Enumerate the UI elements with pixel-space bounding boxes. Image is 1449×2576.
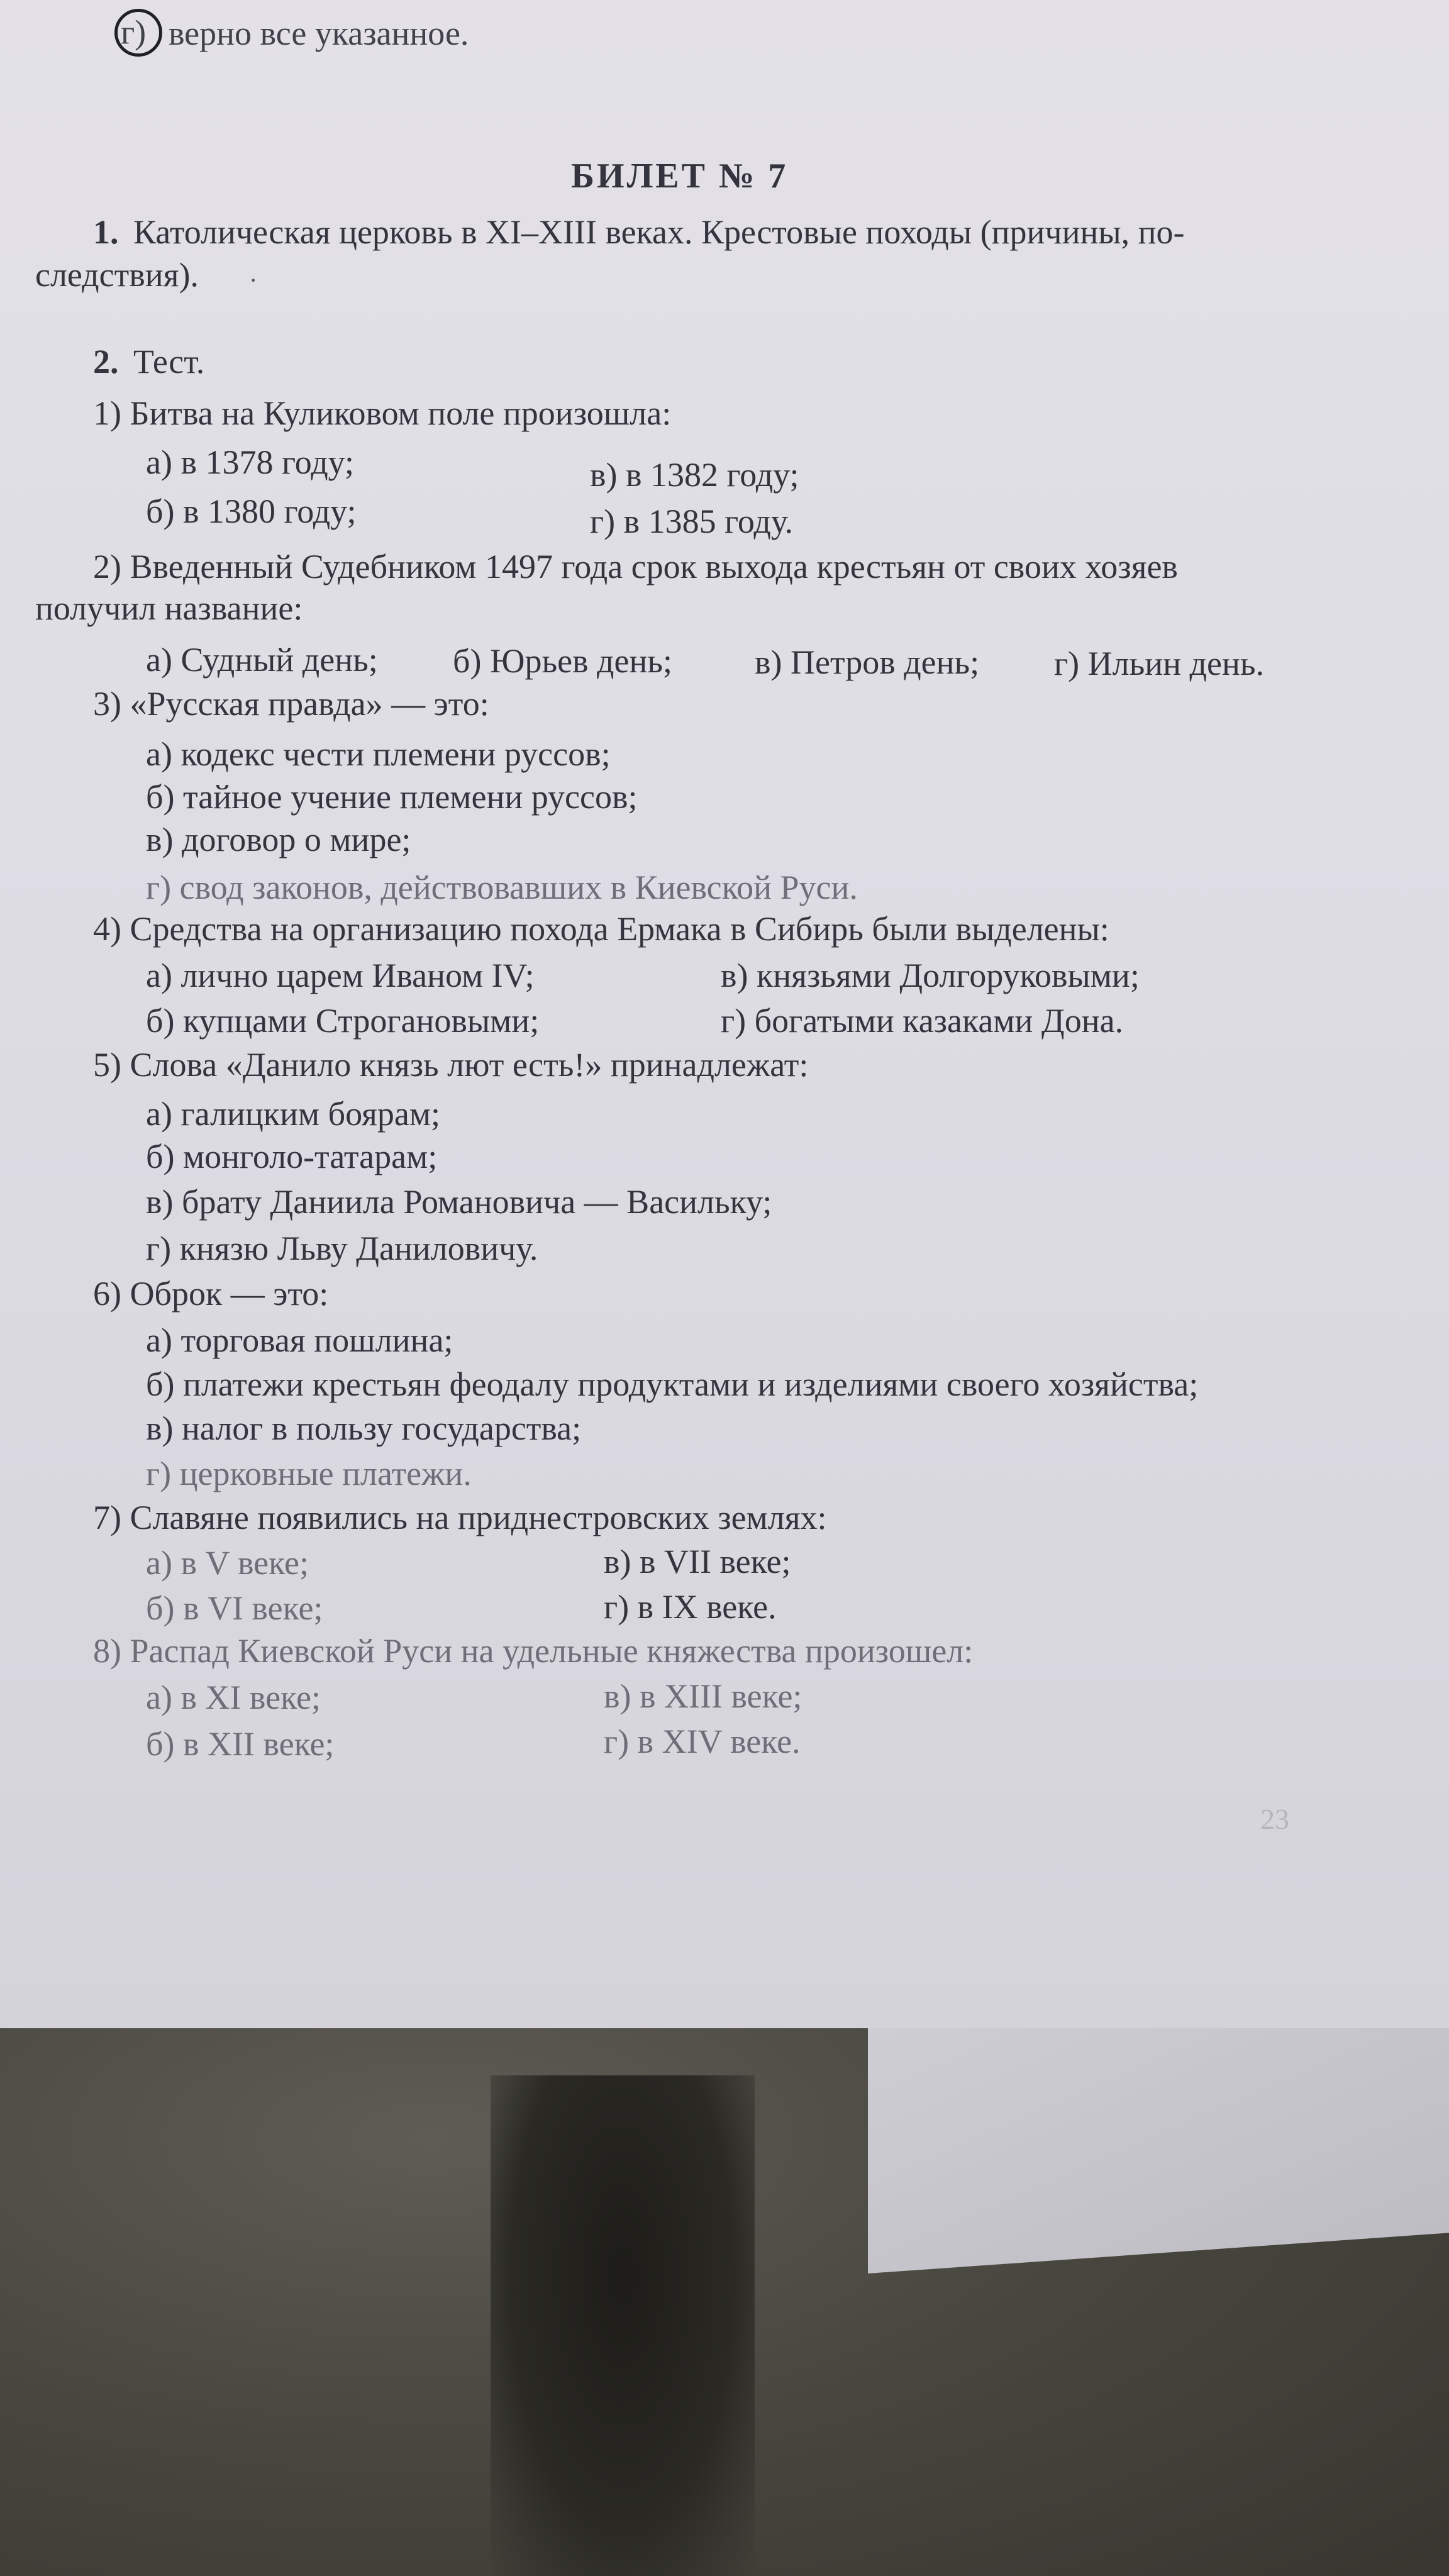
ticket-title: БИЛЕТ № 7 [571, 157, 789, 196]
test-question-6: 6) Оброк — это: [93, 1275, 329, 1313]
answer-option: г) свод законов, действовавших в Киевской Руси. [146, 869, 858, 906]
answer-option: а) кодекс чести племени руссов; [146, 735, 611, 773]
answer-option: в) налог в пользу государства; [146, 1409, 582, 1447]
question-1-number: 1. [93, 213, 119, 251]
question-2-number: 2. [93, 343, 119, 380]
answer-option: а) торговая пошлина; [146, 1321, 453, 1359]
answer-option: б) монголо-татарам; [146, 1138, 438, 1175]
answer-option: б) платежи крестьян феодалу продуктами и изделиями своего хозяйства; [146, 1365, 1199, 1403]
answer-option: б) купцами Строгановыми; [146, 1002, 540, 1040]
answer-option: а) в V веке; [146, 1544, 309, 1582]
document-page: г) верно все указанное. БИЛЕТ № 7 1. Католическая церковь в XI–XIII веках. Крестовые походы (причины, по- следствия). · 2. Тест. 1) Битва на Куликовом поле произошла: а) в 1378 году; б) в 1380 году; в) в 1382 году; г) в 1385 году. 2) Введенный Судебником 1497 года срок выхода крестьян от своих хозяев получил название: а) Судный день; б) Юрьев день; в) Петров день; г) Ильин день. 3) «Русская правда» — это: а) кодекс чести племени руссов; б) тайное учение племени руссов; в) договор о мире; г) свод законов, действовавших в Киевской Руси. 4) Средства на организацию похода Ермака в Сибирь были выделены: а) лично царем Иваном IV; б) купцами Строгановыми; в) князьями Долгоруковыми; г) богатыми казаками Дона. 5) Слова «Данило князь лют есть!» принадлежат: а) галицким боярам; б) монголо-татарам; в) брату Даниила Романовича — Васильку; г) князю Льву Даниловичу. 6) Оброк — это: а) торговая пошлина; б) платежи крестьян феодалу продуктами и изделиями своего хозяйства; в) налог в пользу государства; г) церковные платежи. 7) Славяне появились на приднестровских землях: а) в V веке; б) в VI веке; в) в VII веке; г) в IX веке. 8) Распад Киевской Руси на удельные княжества произошел: а) в XI веке; б) в XII веке; в) в XIII веке; г) в XIV веке. 23 [0, 0, 1449, 2028]
answer-option: в) в XIII веке; [604, 1677, 802, 1715]
answer-option: а) в 1378 году; [146, 443, 354, 481]
question-1-text-continued: следствия). [35, 256, 199, 294]
answer-option: г) церковные платежи. [146, 1455, 472, 1492]
previous-option-label: г) [121, 13, 147, 51]
question-2-label: Тест. [133, 343, 205, 380]
test-question-4: 4) Средства на организацию похода Ермака в Сибирь были выделены: [93, 910, 1109, 948]
answer-option: а) Судный день; [146, 641, 378, 679]
answer-option: б) в XII веке; [146, 1725, 335, 1763]
previous-option-text: верно все указанное. [169, 14, 469, 52]
answer-option: в) Петров день; [755, 643, 980, 681]
test-question-5: 5) Слова «Данило князь лют есть!» принадлежат: [93, 1046, 809, 1084]
answer-option: б) Юрьев день; [453, 642, 673, 680]
answer-option: а) лично царем Иваном IV; [146, 957, 535, 994]
answer-option: б) в VI веке; [146, 1589, 323, 1627]
answer-option: в) князьями Долгоруковыми; [721, 957, 1140, 994]
answer-option: б) в 1380 году; [146, 492, 357, 530]
answer-option: г) богатыми казаками Дона. [721, 1002, 1124, 1040]
test-question-3: 3) «Русская правда» — это: [93, 685, 489, 723]
test-question-7: 7) Славяне появились на приднестровских землях: [93, 1499, 827, 1536]
answer-option: в) договор о мире; [146, 821, 411, 858]
answer-option: г) в 1385 году. [590, 502, 793, 540]
test-question-2: 2) Введенный Судебником 1497 года срок выхода крестьян от своих хозяев [93, 548, 1178, 586]
answer-option: г) Ильин день. [1054, 645, 1264, 682]
page-number: 23 [1260, 1803, 1289, 1835]
answer-option: г) князю Льву Даниловичу. [146, 1230, 538, 1267]
fabric-fold-shadow [491, 2075, 755, 2576]
question-1-text: Католическая церковь в XI–XIII веках. Крестовые походы (причины, по- [133, 213, 1185, 251]
test-question-8: 8) Распад Киевской Руси на удельные княжества произошел: [93, 1632, 974, 1670]
answer-option: б) тайное учение племени руссов; [146, 778, 638, 816]
answer-option: в) брату Даниила Романовича — Васильку; [146, 1183, 772, 1221]
answer-option: г) в XIV веке. [604, 1723, 801, 1760]
test-question-1: 1) Битва на Куликовом поле произошла: [93, 394, 672, 432]
answer-option: а) в XI веке; [146, 1679, 321, 1716]
answer-option: в) в VII веке; [604, 1543, 791, 1580]
answer-option: г) в IX веке. [604, 1588, 777, 1626]
test-question-2-continued: получил название: [35, 589, 303, 627]
answer-option: в) в 1382 году; [590, 456, 799, 494]
answer-option: а) галицким боярам; [146, 1095, 441, 1133]
